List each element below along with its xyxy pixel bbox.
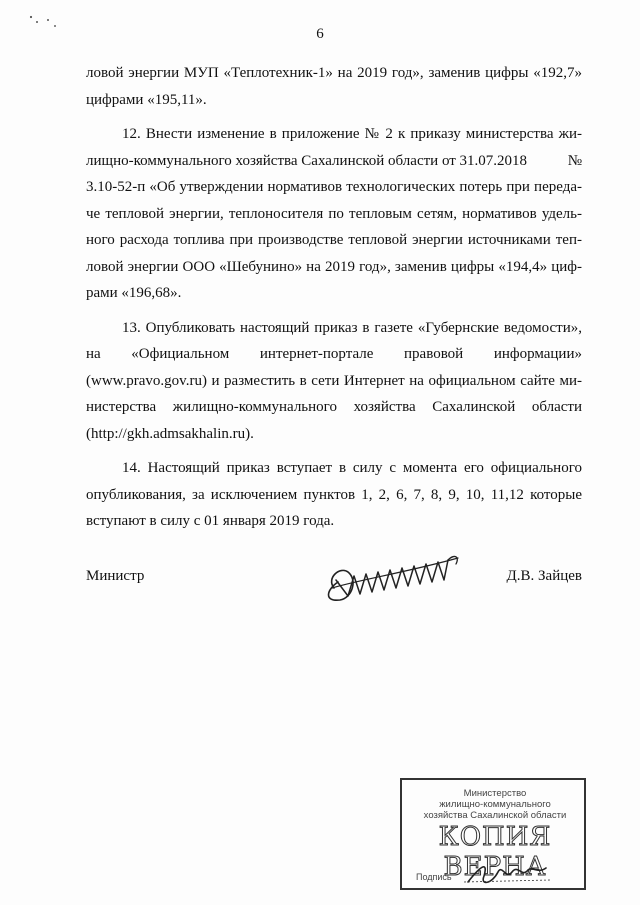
certified-copy-stamp (400, 778, 586, 890)
text-line (86, 148, 582, 175)
text-line: ловой энергии МУП «Теплотехник-1» на 2019 год», заменив цифры «192,7» (86, 65, 582, 81)
stamp-title: КОПИЯ ВЕРНА (438, 822, 552, 882)
paragraph-14 (86, 455, 582, 535)
page-number: 6 (316, 26, 324, 42)
text-line: (www.pravo.gov.ru) и разместить в сети Интернет на официальном сайте ми- (86, 372, 582, 389)
text-line: нистерства жилищно-коммунального хозяйства Сахалинской области (86, 399, 582, 415)
signature-block (86, 568, 582, 618)
signatory-title: Министр (86, 568, 145, 584)
text-line: 14. Настоящий приказ вступает в силу с момента его официального (122, 460, 582, 476)
text-line: ного расхода топлива при производстве тепловой энергии источниками теп- (86, 232, 582, 248)
text-segment: лищно-коммунального хозяйства Сахалинской области от 31.07.2018 (86, 152, 528, 169)
signatory-name: Д.В. Зайцев (506, 568, 582, 584)
text-line: 13. Опубликовать настоящий приказ в газете «Губернские ведомости», (122, 319, 582, 336)
text-line: вступают в силу с 01 января 2019 года. (86, 513, 335, 529)
number-sign: № (567, 152, 582, 169)
stamp-line: жилищно-коммунального (439, 799, 551, 810)
stamp-line: хозяйства Сахалинской области (423, 810, 567, 821)
paragraph-13 (86, 315, 582, 448)
text-line: рами «196,68». (86, 285, 182, 301)
text-line: цифрами «195,11». (86, 91, 207, 108)
stamp-signature (462, 858, 552, 888)
text-line: (http://gkh.admsakhalin.ru). (86, 425, 254, 442)
text-line: ловой энергии ООО «Шебунино» на 2019 год», заменив цифры «194,4» циф- (86, 258, 582, 275)
document-body (86, 60, 582, 535)
paragraph-11-continuation (86, 60, 582, 113)
text-line: че тепловой энергии, теплоносителя по тепловым сетям, нормативов удель- (86, 205, 582, 222)
paragraph-12 (86, 121, 582, 307)
handwritten-signature (318, 550, 468, 610)
text-line: опубликования, за исключением пунктов 1, 2, 6, 7, 8, 9, 10, 11,12 которые (86, 486, 582, 503)
stamp-sign-label: Подпись (416, 872, 452, 882)
text-line: на «Официальном интернет-портале правовой информации» (86, 346, 582, 362)
stamp-line: Министерство (463, 788, 527, 799)
text-line: 12. Внести изменение в приложение № 2 к приказу министерства жи- (122, 126, 582, 142)
text-line: 3.10-52-п «Об утверждении нормативов технологических потерь при переда- (86, 179, 582, 195)
